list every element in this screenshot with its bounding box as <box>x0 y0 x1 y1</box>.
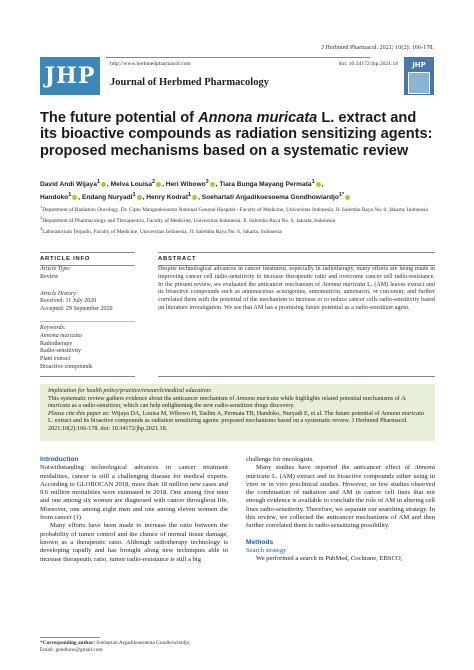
body-paragraph: Notwithstanding technological advances in cancer treatment modalities, cancer is still a challenging disease for medical experts. According to GLOBOCAN 2018, more than 18 million new cases and 9.6 million mortalities were estimated in 2018. One among five men and one among six women are diagnosed with cancer throughout life. Moreover, one among eight men and one among eleven women die from cancer (1). <box>40 464 228 522</box>
author-affiliation-marker: 1 <box>68 192 72 199</box>
keywords-label: Keywords: <box>40 324 66 331</box>
orcid-icon[interactable] <box>192 195 197 200</box>
author-name: Handoko <box>40 194 69 202</box>
corresponding-author-footnote <box>40 640 240 654</box>
orcid-icon[interactable] <box>345 195 350 200</box>
author-name: , Heri Wibowo <box>162 181 206 189</box>
body-paragraph: Many efforts have been made to increase the ratio between the probability of tumor control and the chance of normal tissue damage, known as a therapeutic ratio. Although radiotherapy technology is developing rapidly and has brought along new techniques able to increase therapeutic ratio, tumor radio-resistance is still a big <box>40 522 228 563</box>
orcid-icon[interactable] <box>210 182 215 187</box>
introduction-heading: Introduction <box>40 456 79 463</box>
journal-name: Journal of Herbmed Pharmacology <box>110 77 269 88</box>
citation-suggestion <box>48 411 427 434</box>
article-type-value: Review <box>40 273 59 280</box>
cite-text: L. extract and its bioactive compounds as radiation sensitizing agents: proposed mechanisms based on a systematic review. J Herbmed Pharmacol. 2021;10(2):166-178. doi: 10.34172/jhp.2021.18. <box>48 418 408 432</box>
abstract-text <box>158 266 435 313</box>
implication-text-part: This systematic review gathers evidence about the anticancer mechanism of <box>48 395 236 402</box>
abstract-species: Annona muricata <box>321 281 366 288</box>
implication-text <box>48 396 427 411</box>
corresponding-name: Soehartati Argadikoesoema Gondhowiardjo, <box>95 640 191 646</box>
footnote-rule <box>40 637 100 638</box>
author-name: , Soehartati Argadikoesoema Gondhowiardjo <box>198 194 339 202</box>
body-paragraph: challenge for oncologists. <box>246 456 314 463</box>
implication-text-part: while highlights related potential mechanisms of <box>278 395 402 402</box>
implication-heading: Implication for health policy/practice/research/medical education: <box>48 388 212 394</box>
abstract-text-part: Despite technological advances in cancer treatment, especially in radiotherapy, many efforts are being made in improving cancer cell radio-sensitivity to increase therapeutic ratio and overcome cancer cell radio-resistance. In the present review, we evaluated the anticancer mechanism of <box>158 266 435 288</box>
keyword-item: Radio-sensitivity <box>40 348 81 355</box>
affiliation-number: 3 <box>40 226 43 231</box>
journal-url[interactable]: http://www.herbmedpharmacol.com <box>110 61 191 67</box>
body-text: Many studies have reported the anticancer effect of <box>256 464 415 472</box>
implication-species: Annona muricata <box>235 395 279 402</box>
author-name: , Tiara Bunga Mayang Permata <box>215 181 312 189</box>
received-date: Received: 11 July 2020 <box>40 298 97 305</box>
implication-species: A. muricata <box>48 395 407 410</box>
search-strategy-heading: Search strategy <box>246 546 287 554</box>
body-paragraph <box>246 464 435 530</box>
author-affiliation-marker: 1 <box>96 179 100 185</box>
cite-species: Annona muricata <box>381 410 424 417</box>
body-species: Annona muricata <box>246 464 435 480</box>
author-affiliation-marker: 2 <box>152 179 156 185</box>
article-info <box>40 266 150 372</box>
corresponding-email[interactable]: Email: gondhow@gmail.com <box>40 646 103 653</box>
author-name: , Henry Kodrat <box>142 194 189 202</box>
abstract-heading: ABSTRACT <box>158 252 435 266</box>
author-affiliation-marker: 1 <box>188 192 192 199</box>
cover-image-icon <box>408 72 430 94</box>
article-type-label: Article Type: <box>40 266 72 272</box>
body-text: L. (AM) extract and its bioactive compounds either using in vitro or in vivo preclinical studies. However, so few studies observed the combination of radiation and AM in cancer cell lines that not enough evidence is available to conclude the role of AM in altering cell lines radio-sensitivity. Therefore, we separate our searching strategy. In this review, we collected the anticancer mechanisms of AM and then further correlated them to radio-sensitizing possibility. <box>246 472 435 530</box>
cover-logo-text: JHP <box>412 61 426 69</box>
affiliation-text: Department of Pharmacology and Therapeutics, Faculty of Medicine, Universitas Indonesia, Jl. Salemba Raya No. 6, Jakarta, Indonesia <box>42 217 336 224</box>
article-history-label: Article History: <box>40 290 78 297</box>
keyword-item: Radiotherapy <box>40 340 73 347</box>
affiliation-number: 2 <box>40 215 43 220</box>
corresponding-label: *Corresponding author: <box>40 640 96 646</box>
journal-header <box>40 57 434 97</box>
orcid-icon[interactable] <box>316 182 321 187</box>
author-name: , Melva Louisa <box>106 181 152 189</box>
author-name: , Endang Nuryadi <box>78 194 133 202</box>
body-column-left <box>40 456 228 564</box>
orcid-icon[interactable] <box>72 195 77 200</box>
journal-logo: JHP <box>40 57 100 95</box>
info-divider <box>40 321 135 322</box>
implication-text-part: as a radio-sensitizer, which can help enlightening the new radio-sensitizer drugs discovery. <box>70 403 295 410</box>
orcid-icon[interactable] <box>156 182 161 187</box>
abstract-text-part: L. (AM) leaves extract and its bioactive compounds such as annonaceous acetogenins, annomuricin, annonacin, or curcumin; and further correlated them with the potential of the mechanism to increase or to reduce cancer cells radio-sensitivity based on literature investigation. We see that AM has a promising future potential as a radio-sensitizer agent. <box>158 281 435 311</box>
author-affiliation-marker: 1* <box>338 192 345 199</box>
affiliations <box>40 203 435 236</box>
author-name: David Andi Wijaya <box>40 181 97 189</box>
affiliation-text: Department of Radiation Oncology, Dr. Cipto Mangunkusumo National General Hospital - Faculty of Medicine, Universitas Indonesia, Jl. Salemba Raya No. 6, Jakarta, Indonesia <box>42 206 428 213</box>
author-list: David Andi Wijaya$^1$ , Melva Louisa$^2$ , Heri Wibowo$^3$ , Tiara Bunga Mayang Permata$^1$ , Handoko$^1$ , Endang Nuryadi$^1$ , Henry Kodrat$^1$ , Soehartati Argadikoesoema Gondhowiardjo$^{1*}$ <box>40 177 435 203</box>
keyword-item: Plant extract <box>40 356 71 363</box>
body-paragraph: We performed a search in PubMed, Cochrane, EBSCO, <box>256 555 403 563</box>
author-affiliation-marker: 3 <box>205 179 209 185</box>
info-bottom-rule <box>40 376 135 377</box>
affiliation-item <box>40 203 435 214</box>
author-affiliation-marker: 1 <box>132 192 136 199</box>
doi-link[interactable]: doi: 10.34172/jhp.2021.18 <box>338 61 398 67</box>
affiliation-item <box>40 214 435 225</box>
citation-line: J Herbmed Pharmacol. 2021; 10(2): 166-178. <box>321 44 434 51</box>
journal-cover-thumbnail <box>404 57 434 95</box>
cite-text: Wijaya DA, Louisa M, Wibowo H, Taslim A, Permata TB, Handoko, Nuryadi E, et al. The future potential of <box>110 410 382 417</box>
title-text: The future potential of <box>40 110 199 126</box>
corresponding-author <box>40 640 240 647</box>
affiliation-item <box>40 225 435 236</box>
accepted-date: Accepted: 29 September 2020 <box>40 306 113 313</box>
body-column-right <box>246 456 435 564</box>
methods-heading: Methods <box>246 538 274 546</box>
title-text-rest: L. extract and its bioactive compounds as radiation sensitizing agents: proposed mechanisms based on a systematic review <box>40 110 433 159</box>
implication-box <box>40 384 435 441</box>
article-info-heading: ARTICLE INFO <box>40 252 135 266</box>
affiliation-number: 1 <box>40 204 43 209</box>
cite-label: Please cite this paper as: <box>48 410 111 417</box>
author-affiliation-marker: 1 <box>311 179 315 185</box>
title-species: Annona muricata <box>198 110 318 126</box>
keyword-item: Annona muricata <box>40 332 82 339</box>
abstract-bottom-rule <box>158 376 435 377</box>
affiliation-text: Laboratorium Terpadu, Faculty of Medicine, Universitas Indonesia, Jl. Salemba Raya No. 6, Jakarta, Indonesia <box>42 228 282 235</box>
orcid-icon[interactable] <box>101 182 106 187</box>
header-rule <box>106 57 370 58</box>
orcid-icon[interactable] <box>137 195 142 200</box>
keyword-item: Bioactive compounds <box>40 363 93 370</box>
article-title <box>40 110 435 159</box>
